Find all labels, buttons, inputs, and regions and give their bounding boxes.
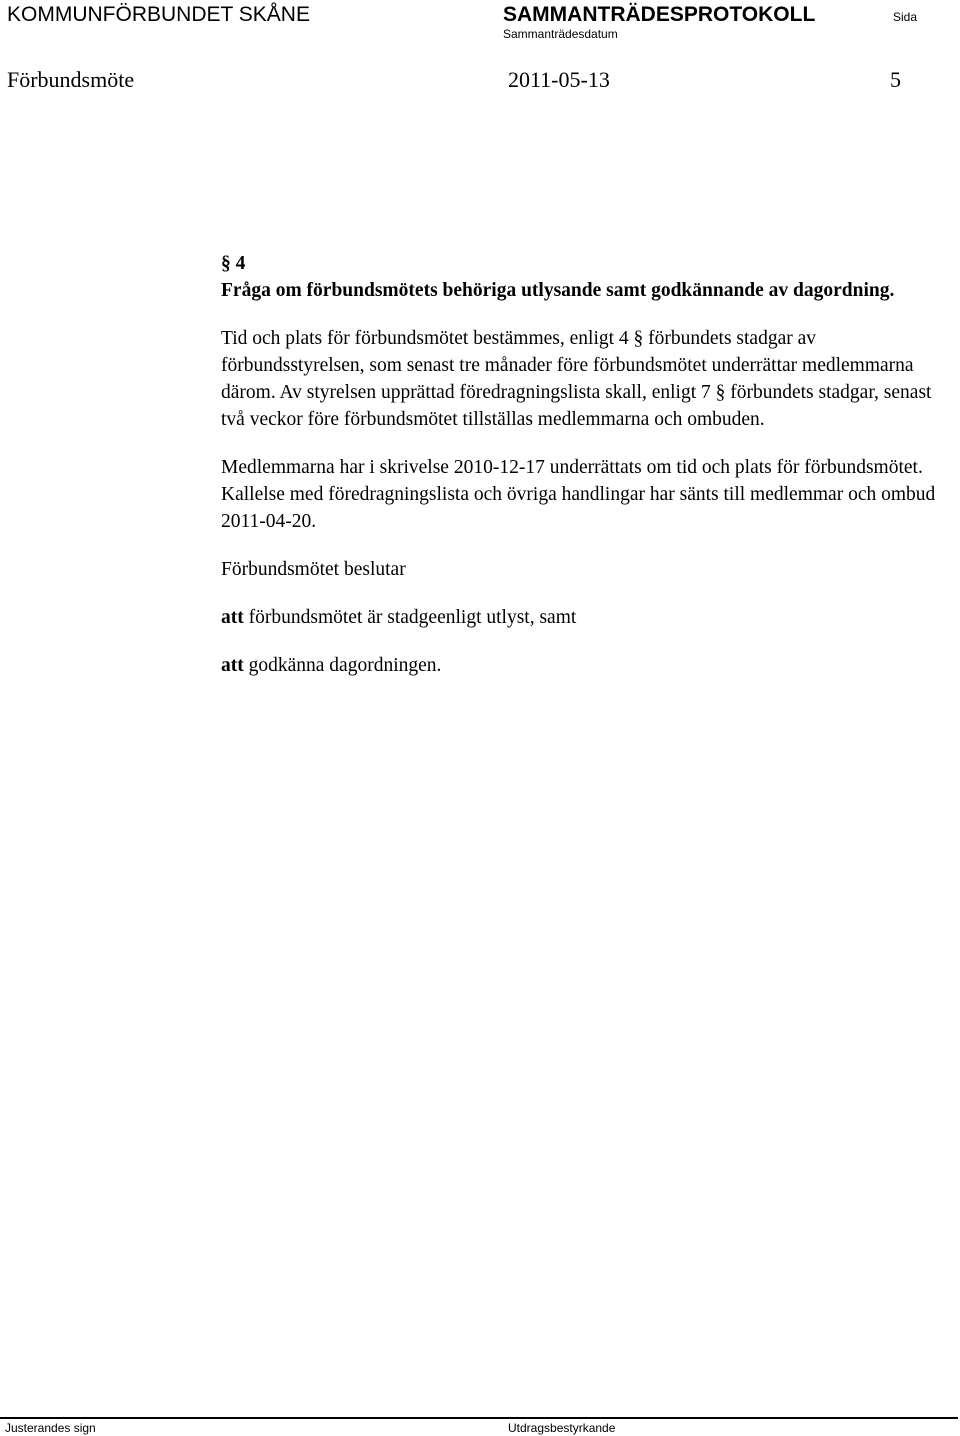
- organization-name: KOMMUNFÖRBUNDET SKÅNE: [7, 3, 310, 26]
- meeting-date: 2011-05-13: [508, 67, 610, 92]
- section-number: [221, 250, 946, 277]
- page-label: Sida: [893, 10, 918, 24]
- paragraph-1: Tid och plats för förbundsmötet bestämmes, enligt 4 § förbundets stadgar av förbundsstyrelsen, som senast tre månader före förbundsmötet underrättar medlemmarna därom. Av styrelsen upprättad föredragningslista skall, enligt 7 § förbundets stadgar, senast två veckor före förbundsmötet tillställas medlemmarna och ombuden.: [221, 328, 932, 430]
- section-heading: Fråga om förbundsmötets behöriga utlysande samt godkännande av dagordning.: [221, 280, 895, 301]
- decision-title: Förbundsmötet beslutar: [221, 559, 406, 580]
- footer-utdragsbestyrkande: Utdragsbestyrkande: [508, 1421, 616, 1435]
- footer-justerandes-sign: Justerandes sign: [5, 1421, 96, 1435]
- page-number: 5: [890, 67, 901, 92]
- att-word: att: [221, 655, 244, 676]
- protocol-title: SAMMANTRÄDESPROTOKOLL: [503, 3, 816, 26]
- section-symbol-inline: §: [633, 328, 644, 349]
- meeting-name: Förbundsmöte: [7, 67, 135, 92]
- att-word: att: [221, 607, 244, 628]
- section-content: [221, 250, 946, 679]
- date-label: Sammanträdesdatum: [503, 27, 618, 41]
- paragraph-2: Medlemmarna har i skrivelse 2010-12-17 underrättats om tid och plats för förbundsmötet. Kallelse med föredragningslista och övriga handlingar har sänts till medlemmar och ombud 2011-04-20.: [221, 457, 936, 532]
- section-symbol: §: [221, 253, 231, 274]
- footer-divider: [0, 1417, 958, 1419]
- section-number-value: 4: [235, 253, 246, 274]
- decision-item-1: att förbundsmötet är stadgeenligt utlyst, samt: [221, 607, 577, 628]
- decision-item-2: att godkänna dagordningen.: [221, 655, 442, 676]
- section-symbol-inline: §: [715, 382, 726, 403]
